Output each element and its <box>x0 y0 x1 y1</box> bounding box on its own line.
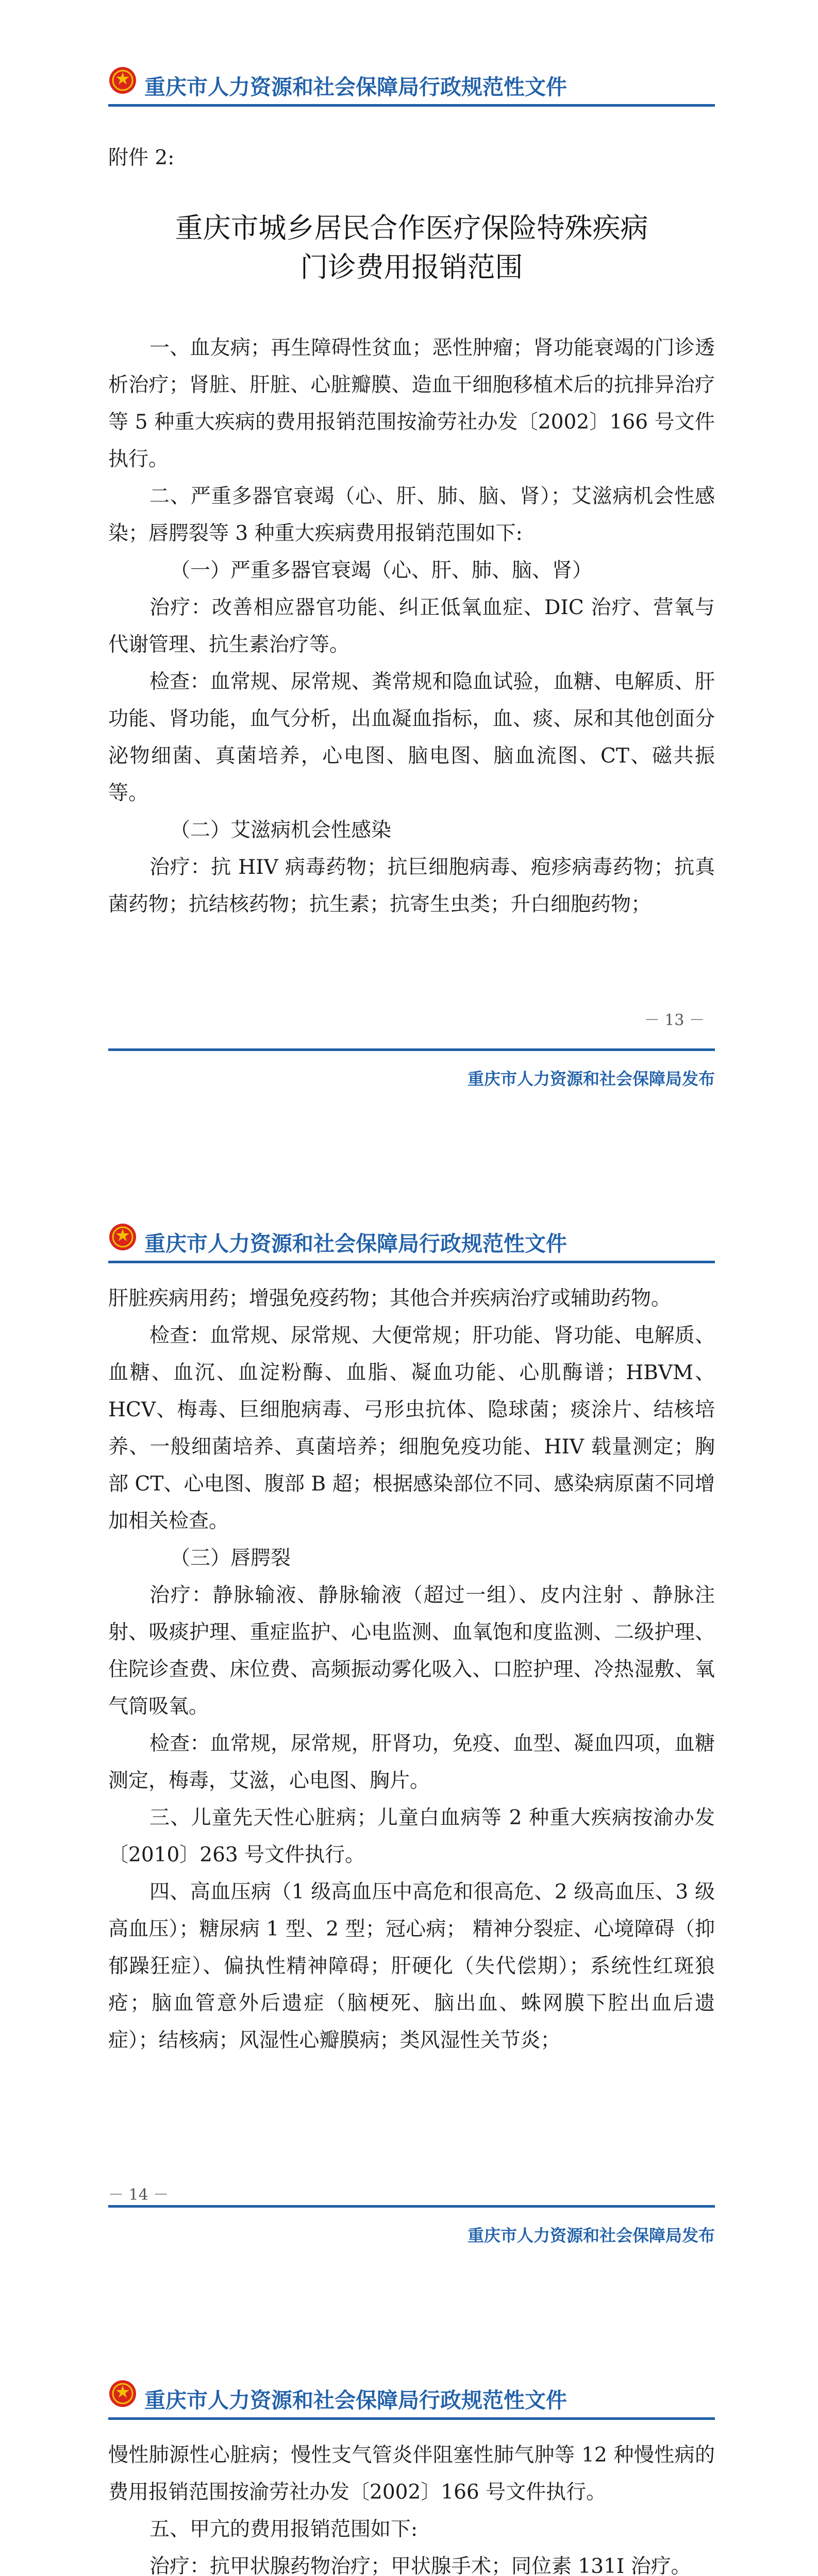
paragraph: 一、血友病；再生障碍性贫血；恶性肿瘤；肾功能衰竭的门诊透析治疗；肾脏、肝脏、心脏瓣膜、造血干细胞移植术后的抗排异治疗等 5 种重大疾病的费用报销范围按渝劳社办发〔2002〕166 号文件执行。 <box>108 336 715 471</box>
page-header <box>108 57 715 108</box>
document-title-line1: 重庆市城乡居民合作医疗保险特殊疾病 <box>175 212 648 244</box>
footer-publisher: 重庆市人力资源和社会保障局发布 <box>467 1069 715 1089</box>
footer-rule <box>108 2205 715 2208</box>
section-heading: （三）唇腭裂 <box>170 1547 291 1570</box>
footer-publisher: 重庆市人力资源和社会保障局发布 <box>467 2226 715 2245</box>
document-title-line2: 门诊费用报销范围 <box>300 251 523 283</box>
paragraph: 慢性肺源性心脏病；慢性支气管炎伴阻塞性肺气肿等 12 种慢性病的费用报销范围按渝劳社办发〔2002〕166 号文件执行。 <box>108 2444 715 2504</box>
page-14-body <box>108 1280 715 2059</box>
page-footer <box>108 2205 715 2251</box>
page-13-body <box>108 330 715 923</box>
attachment-label: 附件 2: <box>108 146 175 170</box>
footer-rule <box>108 1048 715 1051</box>
section-heading: （二）艾滋病机会性感染 <box>170 819 392 842</box>
national-emblem-icon <box>108 2379 137 2408</box>
paragraph: 三、儿童先天性心脏病；儿童白血病等 2 种重大疾病按渝办发〔2010〕263 号文件执行。 <box>108 1806 715 1867</box>
header-title: 重庆市人力资源和社会保障局行政规范性文件 <box>144 2388 567 2413</box>
paragraph: 治疗：静脉输液、静脉输液（超过一组）、皮内注射 、静脉注射、吸痰护理、重症监护、心电监测、血氧饱和度监测、二级护理、住院诊查费、床位费、高频振动雾化吸入、口腔护理、冷热湿敷、氧气筒吸氧。 <box>108 1584 715 1718</box>
paragraph: 五、甲亢的费用报销范围如下: <box>149 2518 418 2541</box>
paragraph: 治疗：抗甲状腺药物治疗；甲状腺手术；同位素 131I 治疗。 <box>149 2555 691 2576</box>
document-title <box>108 209 715 287</box>
national-emblem-icon <box>108 66 137 95</box>
paragraph: 治疗：抗 HIV 病毒药物；抗巨细胞病毒、疱疹病毒药物；抗真菌药物；抗结核药物；抗生素；抗寄生虫类；升白细胞药物； <box>108 856 715 916</box>
national-emblem-icon <box>108 1223 137 1251</box>
page-number: － 14 － <box>108 2186 169 2204</box>
page-13 <box>0 0 818 1157</box>
page-header <box>108 1213 715 1265</box>
page-number: － 13 － <box>644 1011 705 1029</box>
paragraph: 二、严重多器官衰竭（心、肝、肺、脑、肾）；艾滋病机会性感染；唇腭裂等 3 种重大疾病费用报销范围如下: <box>108 485 715 545</box>
page-14 <box>0 1157 818 2313</box>
page-15-body <box>108 2437 715 2576</box>
header-rule <box>108 104 715 107</box>
page-15 <box>0 2313 818 2576</box>
paragraph: 肝脏疾病用药；增强免疫药物；其他合并疾病治疗或辅助药物。 <box>108 1287 672 1310</box>
paragraph: 治疗：改善相应器官功能、纠正低氧血症、DIC 治疗、营氧与代谢管理、抗生素治疗等。 <box>108 596 715 656</box>
page-header <box>108 2370 715 2421</box>
paragraph: 检查：血常规，尿常规，肝肾功，免疫、血型、凝血四项，血糖测定，梅毒，艾滋，心电图、胸片。 <box>108 1732 715 1792</box>
header-title: 重庆市人力资源和社会保障局行政规范性文件 <box>144 75 567 99</box>
paragraph: 四、高血压病（1 级高血压中高危和很高危、2 级高血压、3 级高血压）；糖尿病 1 型、2 型；冠心病； 精神分裂症、心境障碍（抑郁躁狂症）、偏执性精神障碍；肝硬化（失代偿期）；系统性红斑狼疮；脑血管意外后遗症（脑梗死、脑出血、蛛网膜下腔出血后遗症）；结核病；风湿性心瓣膜病；类风湿性关节炎； <box>108 1880 715 2052</box>
paragraph: 检查：血常规、尿常规、大便常规；肝功能、肾功能、电解质、血糖、血沉、血淀粉酶、血脂、凝血功能、心肌酶谱；HBVM、HCV、梅毒、巨细胞病毒、弓形虫抗体、隐球菌；痰涂片、结核培养、一般细菌培养、真菌培养；细胞免疫功能、HIV 载量测定；胸部 CT、心电图、腹部 B 超；根据感染部位不同、感染病原菌不同增加相关检查。 <box>108 1324 715 1533</box>
header-title: 重庆市人力资源和社会保障局行政规范性文件 <box>144 1231 567 1256</box>
header-rule <box>108 1261 715 1263</box>
section-heading: （一）严重多器官衰竭（心、肝、肺、脑、肾） <box>170 559 593 582</box>
paragraph: 检查：血常规、尿常规、粪常规和隐血试验，血糖、电解质、肝功能、肾功能，血气分析，出血凝血指标，血、痰、尿和其他创面分泌物细菌、真菌培养，心电图、脑电图、脑血流图、CT、磁共振等。 <box>108 670 715 805</box>
page-footer <box>108 1048 715 1095</box>
header-rule <box>108 2417 715 2420</box>
